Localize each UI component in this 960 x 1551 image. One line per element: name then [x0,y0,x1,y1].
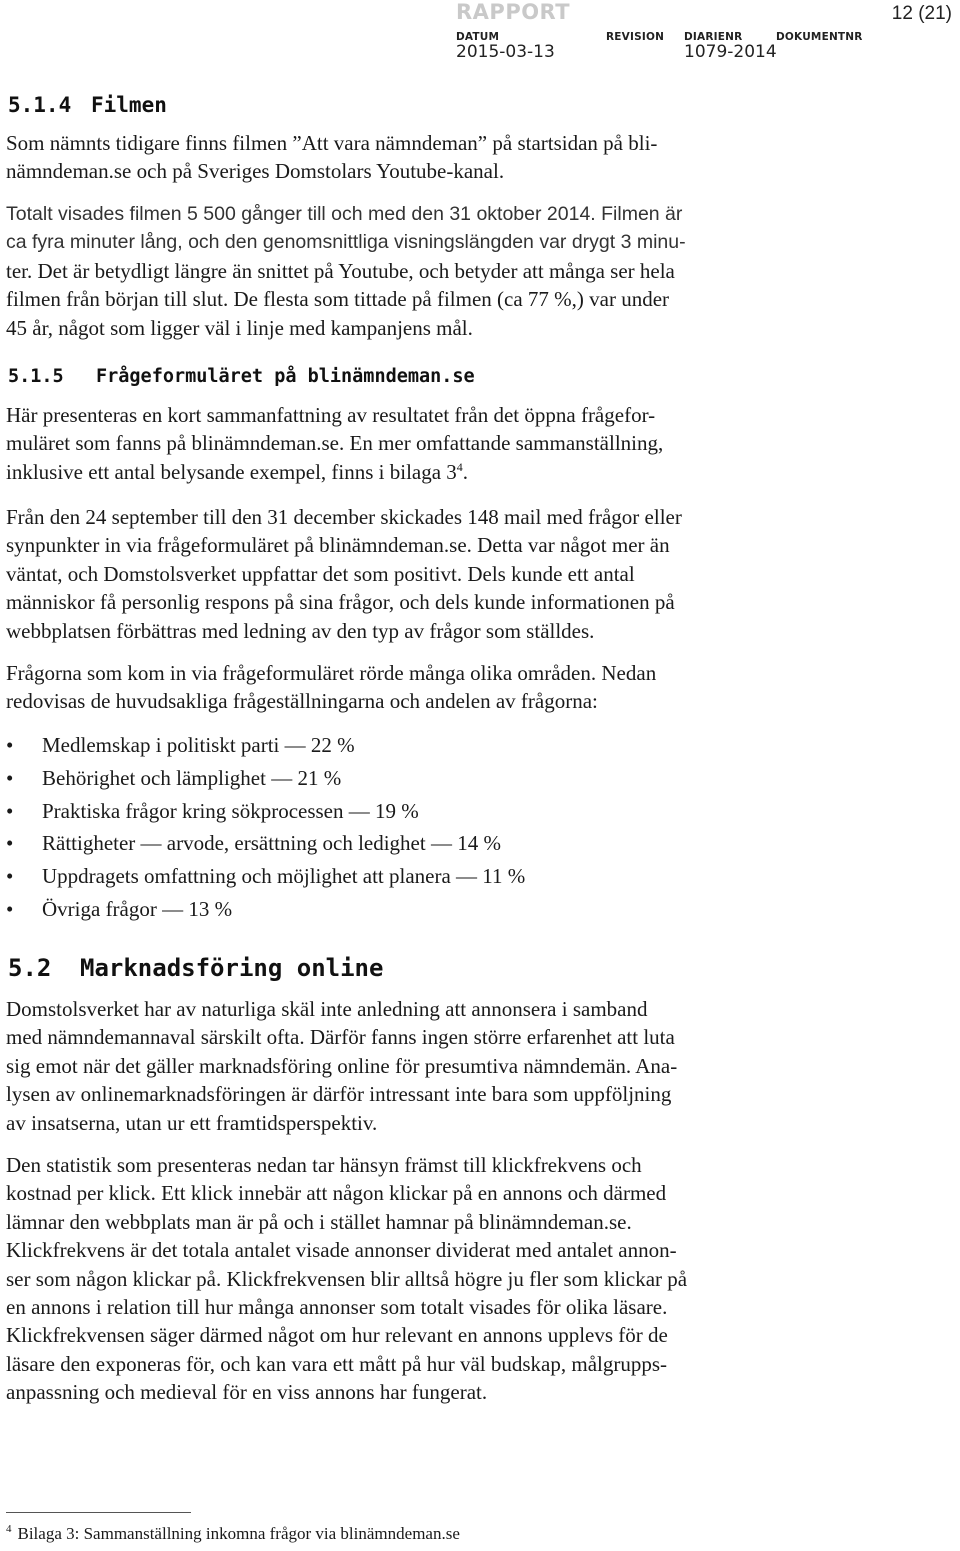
text-line: filmen från början till slut. De flesta som tittade på filmen (ca 77 %,) var under [6,287,670,312]
list-item-text: Rättigheter — arvode, ersättning och ledighet — 14 % [42,831,501,856]
list-item-text: Medlemskap i politiskt parti — 22 % [42,733,355,757]
text-line: Här presenteras en kort sammanfattning av resultatet från det öppna frågefor- [6,403,656,427]
section-heading-52 [8,954,383,982]
text-line: lämnar den webbplats man är på och i stället hamnar på blinämndeman.se. [6,1209,632,1234]
section-number: 5.1.4 [8,93,72,117]
bullet-icon: • [6,896,14,921]
text-line: synpunkter in via frågeformuläret på blinämndeman.se. Detta var något mer än [6,533,670,558]
text-line: ser som någon klickar på. Klickfrekvensen blir alltså högre ju fler som klickar på [6,1266,688,1291]
topic-list [6,731,525,928]
text-line: ca fyra minuter lång, och den genomsnittliga visningslängden var drygt 3 minu- [6,231,686,254]
footnote [6,1524,460,1544]
text-line: muläret som fanns på blinämndeman.se. En mer omfattande sammanställning, [6,431,664,456]
section-title: Frågeformuläret på blinämndeman.se [96,366,475,387]
paragraph-52-2 [6,1151,806,1407]
paragraph-52-1 [6,995,806,1137]
list-item [6,895,525,928]
paragraph-515-3 [6,659,806,716]
text-line: Totalt visades filmen 5 500 gånger till och med den 31 oktober 2014. Filmen är [6,203,683,225]
list-item [6,862,525,895]
text-line [6,458,806,486]
text-line: Domstolsverket har av naturliga skäl inte anledning att annonsera i samband [6,997,648,1021]
paragraph-515-2 [6,503,806,645]
bullet-icon: • [6,831,14,856]
text-line: läsare den exponeras för, och kan vara ett mått på hur väl budskap, målgrupps- [6,1351,668,1376]
section-number: 5.2 [8,954,52,982]
text-run: inklusive ett antal belysande exempel, finns i bilaga 3 [6,459,457,484]
list-item-text: Övriga frågor — 13 % [42,896,233,921]
section-number: 5.1.5 [8,366,64,387]
text-line: väntat, och Domstolsverket uppfattar det som positivt. Dels kunde ett antal [6,561,635,586]
text-line: med nämndemannaval särskilt ofta. Därför fanns ingen större erfarenhet att luta [6,1025,675,1050]
text-line: nämndeman.se och på Sveriges Domstolars Youtube-kanal. [6,159,505,184]
bullet-icon: • [6,864,14,889]
page-number: 12 (21) [891,3,952,24]
text-line: Som nämnts tidigare finns filmen ”Att vara nämndeman” på startsidan på bli- [6,131,658,155]
date-value: 2015-03-13 [456,42,555,62]
list-item [6,829,525,862]
diarienr-label: DIARIENR [684,31,743,43]
footnote-text: Bilaga 3: Sammanställning inkomna frågor via blinämndeman.se [17,1524,460,1543]
text-line: sig emot när det gäller marknadsföring online för presumtiva nämndemän. Ana- [6,1053,678,1078]
text-line: människor få personlig respons på sina frågor, och dels kunde informationen på [6,590,675,615]
text-line: av insatserna, utan ur ett framtidsperspektiv. [6,1110,378,1135]
list-item [6,797,525,830]
text-line: webbplatsen förbättras med ledning av den typ av frågor som ställdes. [6,618,595,643]
list-item [6,731,525,764]
text-line: ter. Det är betydligt längre än snittet på Youtube, och betyder att många ser hela [6,258,675,283]
dokumentnr-label: DOKUMENTNR [776,31,863,43]
report-title: RAPPORT [456,0,571,24]
bullet-icon: • [6,733,14,757]
revision-label: REVISION [606,31,665,43]
paragraph-515-1 [6,401,806,486]
list-item-text: Praktiska frågor kring sökprocessen — 19 % [42,798,419,823]
text-line: Från den 24 september till den 31 december skickades 148 mail med frågor eller [6,505,682,529]
text-line: Den statistik som presenteras nedan tar hänsyn främst till klickfrekvens och [6,1153,642,1177]
diarienr-value: 1079-2014 [684,42,777,62]
list-item [6,764,525,797]
footnote-divider [6,1512,191,1513]
text-line: lysen av onlinemarknadsföringen är därför intressant inte bara som uppföljning [6,1082,672,1107]
section-title: Marknadsföring online [80,954,384,982]
section-heading-514 [8,93,167,117]
text-run: . [462,459,469,484]
footnote-mark: 4 [6,1523,12,1536]
footnote-ref[interactable]: 4 [456,459,463,474]
list-item-text: Behörighet och lämplighet — 21 % [42,765,342,790]
section-title: Filmen [91,93,167,117]
bullet-icon: • [6,765,14,790]
text-line: en annons i relation till hur många annonser som totalt visades för olika läsare. [6,1295,668,1320]
text-line: anpassning och medieval för en viss annons har fungerat. [6,1380,488,1405]
section-heading-515 [8,366,475,387]
date-label: DATUM [456,31,500,43]
paragraph-514-1 [6,129,806,186]
text-line: Klickfrekvensen säger därmed något om hur relevant en annons upplevs för de [6,1323,668,1348]
text-line: redovisas de huvudsakliga frågeställningarna och andelen av frågorna: [6,689,598,714]
paragraph-514-2 [6,200,806,342]
text-line: Frågorna som kom in via frågeformuläret rörde många olika områden. Nedan [6,661,657,685]
text-line: 45 år, något som ligger väl i linje med kampanjens mål. [6,315,473,340]
list-item-text: Uppdragets omfattning och möjlighet att planera — 11 % [42,864,526,889]
bullet-icon: • [6,798,14,823]
text-line: kostnad per klick. Ett klick innebär att någon klickar på en annons och därmed [6,1181,667,1206]
text-line: Klickfrekvens är det totala antalet visade annonser dividerat med antalet annon- [6,1238,677,1263]
